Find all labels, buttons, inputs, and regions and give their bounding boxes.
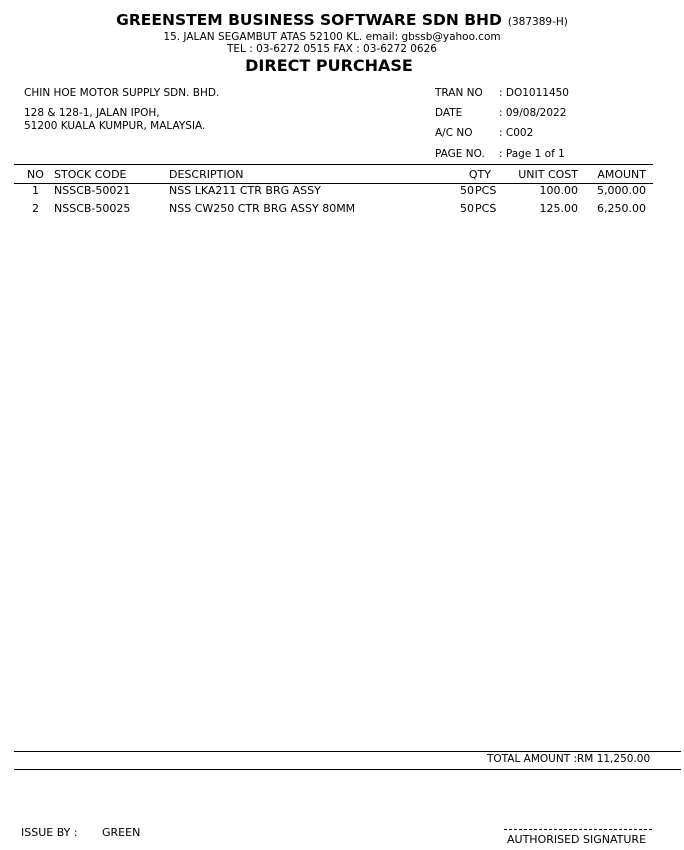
row-stock-code: NSSCB-50021 bbox=[54, 184, 131, 197]
total-top-rule bbox=[14, 751, 681, 752]
row-unit-cost: 125.00 bbox=[539, 202, 578, 215]
col-no: NO bbox=[27, 168, 44, 181]
row-description: NSS CW250 CTR BRG ASSY 80MM bbox=[169, 202, 356, 215]
row-qty: 50 bbox=[460, 184, 474, 197]
page-no-value: : Page 1 of 1 bbox=[499, 148, 565, 160]
row-no: 1 bbox=[32, 184, 39, 197]
signature-line bbox=[504, 829, 652, 830]
page-no-label: PAGE NO. bbox=[435, 148, 485, 160]
col-amount: AMOUNT bbox=[597, 168, 646, 181]
total-amount-label: TOTAL AMOUNT : bbox=[487, 753, 577, 765]
row-uom: PCS bbox=[475, 202, 497, 215]
table-top-rule bbox=[14, 164, 653, 165]
account-no-label: A/C NO bbox=[435, 127, 473, 139]
col-unit-cost: UNIT COST bbox=[518, 168, 578, 181]
tran-no-label: TRAN NO bbox=[435, 87, 483, 99]
col-stock-code: STOCK CODE bbox=[54, 168, 127, 181]
tran-no-value: : DO1011450 bbox=[499, 87, 569, 99]
row-unit-cost: 100.00 bbox=[539, 184, 578, 197]
document-title: DIRECT PURCHASE bbox=[245, 56, 413, 75]
issue-by-value: GREEN bbox=[102, 826, 141, 839]
row-amount: 6,250.00 bbox=[597, 202, 646, 215]
company-address: 15. JALAN SEGAMBUT ATAS 52100 KL. email: gbssb@yahoo.com bbox=[163, 31, 501, 43]
date-value: : 09/08/2022 bbox=[499, 107, 567, 119]
row-qty: 50 bbox=[460, 202, 474, 215]
supplier-address-line1: 128 & 128-1, JALAN IPOH, bbox=[24, 107, 160, 119]
company-name: GREENSTEM BUSINESS SOFTWARE SDN BHD (387389-H) bbox=[116, 11, 568, 29]
total-amount-value: RM 11,250.00 bbox=[577, 753, 651, 765]
supplier-address-line2: 51200 KUALA KUMPUR, MALAYSIA. bbox=[24, 120, 206, 132]
account-no-value: : C002 bbox=[499, 127, 534, 139]
row-no: 2 bbox=[32, 202, 39, 215]
total-bottom-rule bbox=[14, 769, 681, 770]
authorised-signature-label: AUTHORISED SIGNATURE bbox=[507, 833, 647, 846]
company-contact: TEL : 03-6272 0515 FAX : 03-6272 0626 bbox=[227, 43, 437, 55]
supplier-name: CHIN HOE MOTOR SUPPLY SDN. BHD. bbox=[24, 87, 220, 99]
row-stock-code: NSSCB-50025 bbox=[54, 202, 131, 215]
registration-number: (387389-H) bbox=[507, 16, 568, 28]
row-uom: PCS bbox=[475, 184, 497, 197]
date-label: DATE bbox=[435, 107, 463, 119]
row-description: NSS LKA211 CTR BRG ASSY bbox=[169, 184, 321, 197]
row-amount: 5,000.00 bbox=[597, 184, 646, 197]
issue-by-label: ISSUE BY : bbox=[21, 826, 78, 839]
col-description: DESCRIPTION bbox=[169, 168, 244, 181]
col-qty: QTY bbox=[468, 168, 491, 181]
